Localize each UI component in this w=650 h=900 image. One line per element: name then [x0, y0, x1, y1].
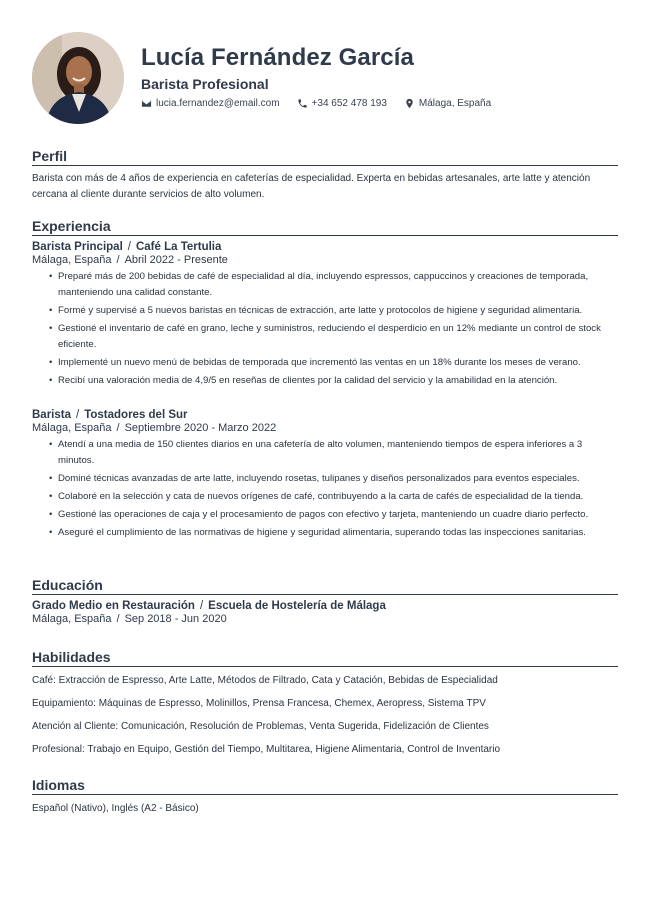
job-entry: [32, 241, 618, 389]
job-dates: Septiembre 2020 - Marzo 2022: [124, 422, 277, 434]
resume-header: [32, 0, 618, 130]
profile-heading: Perfil: [32, 148, 618, 166]
achievement-item: • Formé y supervisé a 5 nuevos baristas en técnicas de extracción, arte latte y protocolos de higiene y seguridad alimentaria.: [49, 303, 618, 319]
job-company: Tostadores del Sur: [84, 409, 188, 421]
achievement-item: • Implementé un nuevo menú de bebidas de temporada que incrementó las ventas en un 18% durante los meses de verano.: [49, 355, 618, 371]
job-entry: [32, 409, 618, 541]
skill-line: Profesional: Trabajo en Equipo, Gestión del Tiempo, Multitarea, Higiene Alimentaria, Control de Inventario: [32, 744, 501, 755]
achievement-item: • Preparé más de 200 bebidas de café de especialidad al día, incluyendo espressos, cappuccinos y creaciones de temporada, manteniendo una calidad constante.: [49, 269, 618, 301]
job-meta-line: Málaga, España / Septiembre 2020 - Marzo 2022: [32, 422, 277, 434]
experience-heading: Experiencia: [32, 218, 618, 236]
achievement-item: • Recibí una valoración media de 4,9/5 en reseñas de clientes por la calidad del servicio y la amabilidad en la atención.: [49, 373, 618, 389]
job-meta-line: Málaga, España / Abril 2022 - Presente: [32, 254, 228, 266]
skills-list: [32, 674, 618, 757]
achievement-item: • Atendí a una media de 150 clientes diarios en una cafetería de alto volumen, manteniendo tiempos de espera inferiores a 3 minutos.: [49, 437, 618, 469]
job-dates: Abril 2022 - Presente: [124, 254, 228, 266]
education-dates: Sep 2018 - Jun 2020: [124, 613, 227, 625]
education-section: [32, 577, 618, 625]
degree-name: Grado Medio en Restauración: [32, 600, 195, 612]
contact-email[interactable]: [141, 98, 280, 109]
skill-line: Equipamiento: Máquinas de Espresso, Molinillos, Prensa Francesa, Chemex, Aeropress, Sistema TPV: [32, 698, 486, 709]
languages-section: [32, 777, 618, 816]
languages-heading: Idiomas: [32, 777, 618, 795]
profile-photo: [32, 32, 124, 124]
job-title-line: Barista Principal / Café La Tertulia: [32, 241, 222, 253]
location-text: Málaga, España: [418, 98, 492, 109]
job-location: Málaga, España: [32, 254, 112, 266]
skill-line: Café: Extracción de Espresso, Arte Latte, Métodos de Filtrado, Cata y Catación, Bebidas de Especialidad: [32, 675, 498, 686]
achievement-item: • Dominé técnicas avanzadas de arte latte, incluyendo rosetas, tulipanes y diseños personalizados para eventos especiales.: [49, 471, 618, 487]
experience-section: [32, 218, 618, 543]
email-text: lucia.fernandez@email.com: [156, 98, 280, 109]
degree-line: Grado Medio en Restauración / Escuela de Hostelería de Málaga: [32, 600, 386, 612]
education-heading: Educación: [32, 577, 618, 595]
portrait-image: [32, 32, 124, 124]
skill-line: Atención al Cliente: Comunicación, Resolución de Problemas, Venta Sugerida, Fidelización de Clientes: [32, 721, 489, 732]
candidate-title: Barista Profesional: [141, 76, 269, 92]
job-achievements: [32, 269, 618, 389]
job-role: Barista Principal: [32, 241, 123, 253]
profile-section: [32, 148, 618, 203]
languages-text: Español (Nativo), Inglés (A2 - Básico): [32, 803, 199, 814]
job-location: Málaga, España: [32, 422, 112, 434]
job-role: Barista: [32, 409, 71, 421]
job-achievements: [32, 437, 618, 541]
achievement-item: • Colaboré en la selección y cata de nuevos orígenes de café, contribuyendo a la carta de cafés de especialidad de la tienda.: [49, 489, 618, 505]
phone-icon: [297, 98, 308, 109]
education-meta-line: Málaga, España / Sep 2018 - Jun 2020: [32, 613, 227, 625]
location-pin-icon: [404, 98, 415, 109]
contact-info: [141, 98, 508, 109]
profile-summary: Barista con más de 4 años de experiencia en cafeterías de especialidad. Experta en bebidas artesanales, arte latte y atención cercana al cliente durante servicios de alto volumen.: [32, 173, 591, 200]
skills-section: [32, 649, 618, 757]
achievement-item: • Gestioné el inventario de café en grano, leche y suministros, reduciendo el desperdicio en un 12% mediante un control de stock eficiente.: [49, 321, 618, 353]
candidate-name: Lucía Fernández García: [141, 44, 414, 71]
mail-icon: [141, 98, 152, 109]
school-name: Escuela de Hostelería de Málaga: [208, 600, 386, 612]
phone-text: +34 652 478 193: [311, 98, 387, 109]
education-location: Málaga, España: [32, 613, 112, 625]
job-title-line: Barista / Tostadores del Sur: [32, 409, 188, 421]
education-entry: [32, 600, 618, 625]
job-company: Café La Tertulia: [135, 241, 222, 253]
achievement-item: • Gestioné las operaciones de caja y el procesamiento de pagos con efectivo y tarjeta, manteniendo un cuadre diario perfecto.: [49, 507, 618, 523]
contact-location: [404, 98, 491, 109]
achievement-item: • Aseguré el cumplimiento de las normativas de higiene y seguridad alimentaria, superando todas las inspecciones sanitarias.: [49, 525, 618, 541]
skills-heading: Habilidades: [32, 649, 618, 667]
contact-phone[interactable]: [297, 98, 387, 109]
